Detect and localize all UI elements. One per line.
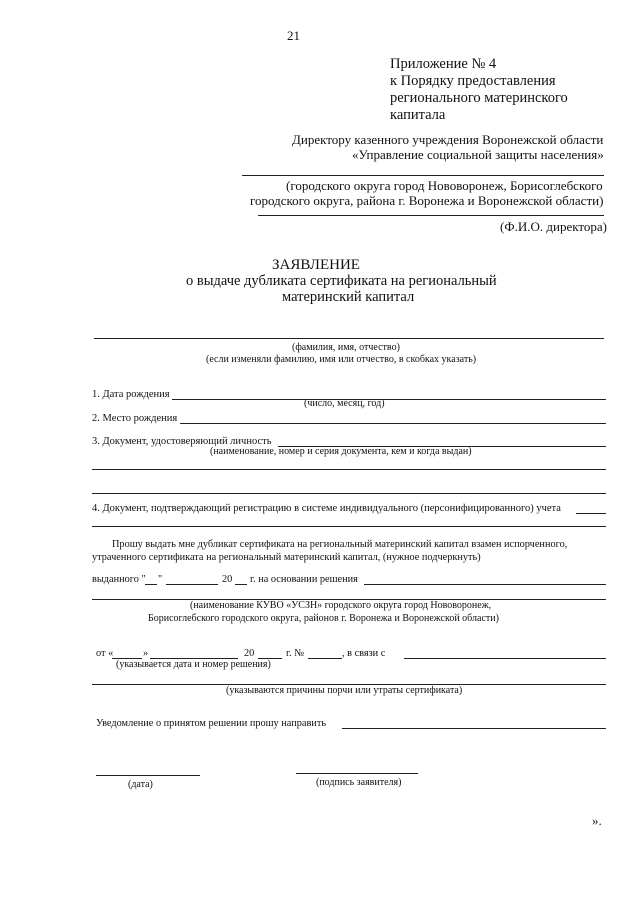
appendix-line: к Порядку предоставления: [390, 73, 556, 89]
birth-date-label: 1. Дата рождения: [92, 389, 170, 400]
closing-mark: ».: [592, 813, 602, 828]
issued-mid: ": [158, 574, 163, 585]
birth-date-line: [172, 399, 606, 400]
reason-line: [404, 658, 606, 659]
from-suffix: , в связи с: [342, 648, 386, 659]
name-change-hint: (если изменяли фамилию, имя или отчество, в скобках указать): [206, 354, 477, 365]
date-hint: (дата): [128, 779, 153, 790]
issued-suffix: г. на основании решения: [250, 574, 358, 585]
registration-document-line: [576, 513, 606, 514]
district-hint: (городского округа город Нововоронеж, Борисоглебского: [286, 178, 603, 193]
issued-month-line: [166, 584, 218, 585]
reason-hint: (указываются причины порчи или утраты сертификата): [226, 685, 463, 696]
appendix-line: Приложение № 4: [390, 56, 497, 72]
decision-line: [364, 584, 606, 585]
from-number-line: [308, 658, 342, 659]
district-blank-line: [242, 175, 604, 176]
document-subtitle: материнский капитал: [282, 289, 415, 305]
registration-document-label: 4. Документ, подтверждающий регистрацию в системе индивидуального (персонифицированного) учета: [92, 503, 561, 514]
district-hint: городского округа, района г. Воронежа и Воронежской области): [250, 193, 604, 208]
issued-year-line: [235, 584, 247, 585]
notify-label: Уведомление о принятом решении прошу направить: [96, 718, 327, 729]
appendix-line: капитала: [390, 107, 446, 123]
document-title: ЗАЯВЛЕНИЕ: [272, 257, 360, 273]
birth-place-label: 2. Место рождения: [92, 413, 178, 424]
authority-hint: Борисоглебского городского округа, районов г. Воронежа и Воронежской области): [148, 613, 499, 624]
birth-date-hint: (число, месяц, год): [304, 398, 385, 409]
addressee-line: Директору казенного учреждения Воронежской области: [292, 132, 604, 147]
registration-document-line: [92, 526, 606, 527]
notify-line: [342, 728, 606, 729]
document-subtitle: о выдаче дубликата сертификата на региональный: [186, 273, 497, 289]
issued-prefix: выданного ": [92, 574, 146, 585]
id-document-line: [92, 469, 606, 470]
authority-hint: (наименование КУВО «УСЗН» городского округа город Нововоронеж,: [190, 600, 492, 611]
director-blank-line: [258, 215, 604, 216]
from-mid: »: [143, 648, 149, 659]
signature-hint: (подпись заявителя): [316, 777, 402, 788]
applicant-name-hint: (фамилия, имя, отчество): [292, 342, 400, 353]
birth-place-line: [180, 423, 606, 424]
applicant-name-line: [94, 338, 604, 339]
appendix-line: регионального материнского: [390, 90, 568, 106]
from-year: 20: [244, 648, 255, 659]
from-hint: (указывается дата и номер решения): [116, 659, 271, 670]
applicant-signature-line: [296, 773, 418, 774]
director-hint: (Ф.И.О. директора): [500, 219, 607, 234]
issued-year: 20: [222, 574, 233, 585]
id-document-hint: (наименование, номер и серия документа, кем и когда выдан): [210, 446, 472, 457]
from-prefix: от «: [96, 648, 114, 659]
date-signature-line: [96, 775, 200, 776]
request-text: утраченного сертификата на региональный материнский капитал, (нужное подчеркнуть): [92, 552, 481, 563]
addressee-line: «Управление социальной защиты населения»: [352, 147, 604, 162]
from-number-label: г. №: [286, 648, 305, 659]
page-number: 21: [287, 28, 300, 43]
id-document-line: [92, 493, 606, 494]
id-document-label: 3. Документ, удостоверяющий личность: [92, 436, 272, 447]
request-text: Прошу выдать мне дубликат сертификата на региональный материнский капитал взамен испорченного,: [112, 539, 568, 550]
issued-day-line: [145, 584, 157, 585]
